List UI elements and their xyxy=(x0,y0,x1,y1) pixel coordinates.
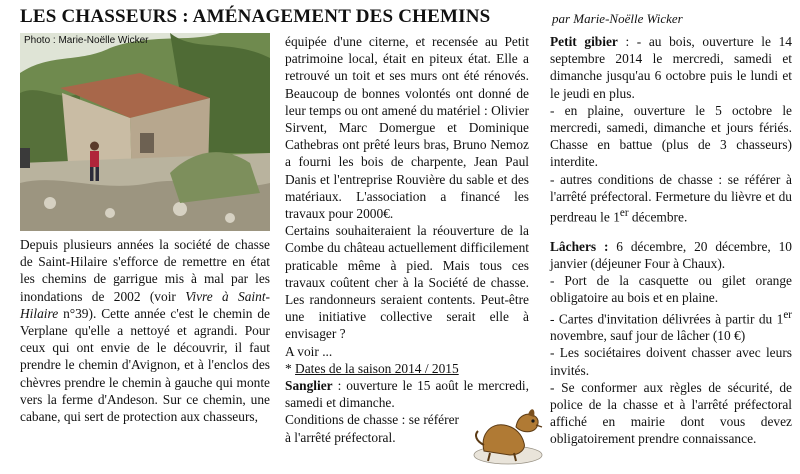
season-dates-label: Dates de la saison 2014 / 2015 xyxy=(295,360,459,376)
lachers-dates: 6 décembre, 20 décembre, 10 janvier (déjeuner Four à Chaux). xyxy=(550,238,792,271)
lachers-entry xyxy=(550,238,792,272)
column-2 xyxy=(285,33,529,446)
petit-gibier-autres xyxy=(550,171,792,226)
column-3 xyxy=(550,33,792,448)
conditions-entry: Conditions de chasse : se référer à l'arrêté préfectoral. xyxy=(285,412,459,445)
article-byline: par Marie-Noëlle Wicker xyxy=(552,11,683,26)
petit-gibier-entry xyxy=(550,33,792,102)
lachers-rule-1: - Port de la casquette ou gilet orange obligatoire au bois et en plaine. xyxy=(550,273,792,306)
column-1 xyxy=(20,236,270,425)
sanglier-text: : ouverture le 15 août le mercredi, samedi et dimanche. xyxy=(285,378,529,411)
article-title: LES CHASSEURS : AMÉNAGEMENT DES CHEMINS xyxy=(20,6,491,27)
intro-text-end: n°39). Cette année c'est le chemin de Verplane qu'elle a nettoyé et agrandi. Pour ceux qui ont envie de le découvrir, il faut prendre le chemin d'Avignon, et à l'enclos des chèvres prendre le chemin à gauche qui monte vers la ferme d'Andeson. Sur ce chemin, une cabane, qui sert de protection aux chasseurs, xyxy=(20,305,270,425)
season-dates-heading xyxy=(285,360,529,377)
magazine-reference: Vivre à Saint-Hilaire xyxy=(20,288,270,321)
paragraph-a-voir: A voir ... xyxy=(285,343,333,359)
petit-gibier-plaine: - en plaine, ouverture le 5 octobre le mercredi, samedi, dimanche et jours fériés. Chasse en battue (plus de 3 chasseurs) interdite. xyxy=(550,102,792,170)
photo-credit: Photo : Marie-Noëlle Wicker xyxy=(24,35,149,46)
petit-gibier-bois: : - au bois, ouverture le 14 septembre 2014 le mercredi, samedi et dimanche jusqu'au 6 octobre puis le lundi et le jeudi en plus. xyxy=(550,34,792,101)
lachers-rule-2 xyxy=(550,307,792,345)
cabin-photo-illustration xyxy=(20,33,270,231)
superscript-er-2: er xyxy=(783,308,792,321)
rule2-text: - Cartes d'invitation délivrées à partir du 1 xyxy=(550,310,784,326)
petit-gibier-label: Petit gibier xyxy=(550,34,618,49)
intro-text-start: Depuis plusieurs années la société de chasse de Saint-Hilaire s'efforce de remettre en état les chemins de garrigue mis à mal par les inondations de 2002 (voir xyxy=(20,237,270,304)
autres-text: - autres conditions de chasse : se référer à l'arrêté préfectoral. Fermeture du lièvre et du perdreau le 1 xyxy=(550,171,792,225)
rule2-text-end: novembre, sauf jour de lâcher (10 €) xyxy=(550,328,746,344)
asterisk: * xyxy=(285,360,296,376)
paragraph-combe: Certains souhaiteraient la réouverture de la Combe du château actuellement difficilement praticable même à pied. Mais tous ces travaux coûtent cher à la Société de chasse. Les randonneurs seraient contents. Peut-être une initiative collective serait elle à envisager ? xyxy=(285,223,529,342)
lachers-label: Lâchers : xyxy=(550,238,609,254)
autres-text-end: décembre. xyxy=(628,209,688,225)
sanglier-label: Sanglier xyxy=(285,378,333,394)
superscript-er: er xyxy=(619,207,629,220)
lachers-rule-3: - Les sociétaires doivent chasser avec leurs invités. xyxy=(550,345,792,378)
paragraph-cabin: équipée d'une citerne, et recensée au Petit patrimoine local, était en piteux état. Elle a retrouvé un toit et ses murs ont été rénovés. Beaucoup de bonnes volontés ont donné de leur temps ou ont amené du matériel : Olivier Sirvent, Marc Domergue et Dominique Cathebras ont prêté leurs bras, Bruno Nemoz a fourni les bois de charpente, Jean Paul Danis et l'entreprise Rouvière du sable et des matériaux. L'association a financé les travaux pour 2000€. xyxy=(285,34,529,222)
lachers-rule-4: - Se conformer aux règles de sécurité, de police de la chasse et à l'arrêté préfectoral affiché en mairie dont vous devez obligatoirement prendre connaissance. xyxy=(550,379,792,447)
article-photo xyxy=(20,33,270,231)
paragraph-intro xyxy=(20,236,270,425)
hunting-dog-illustration xyxy=(470,405,548,467)
